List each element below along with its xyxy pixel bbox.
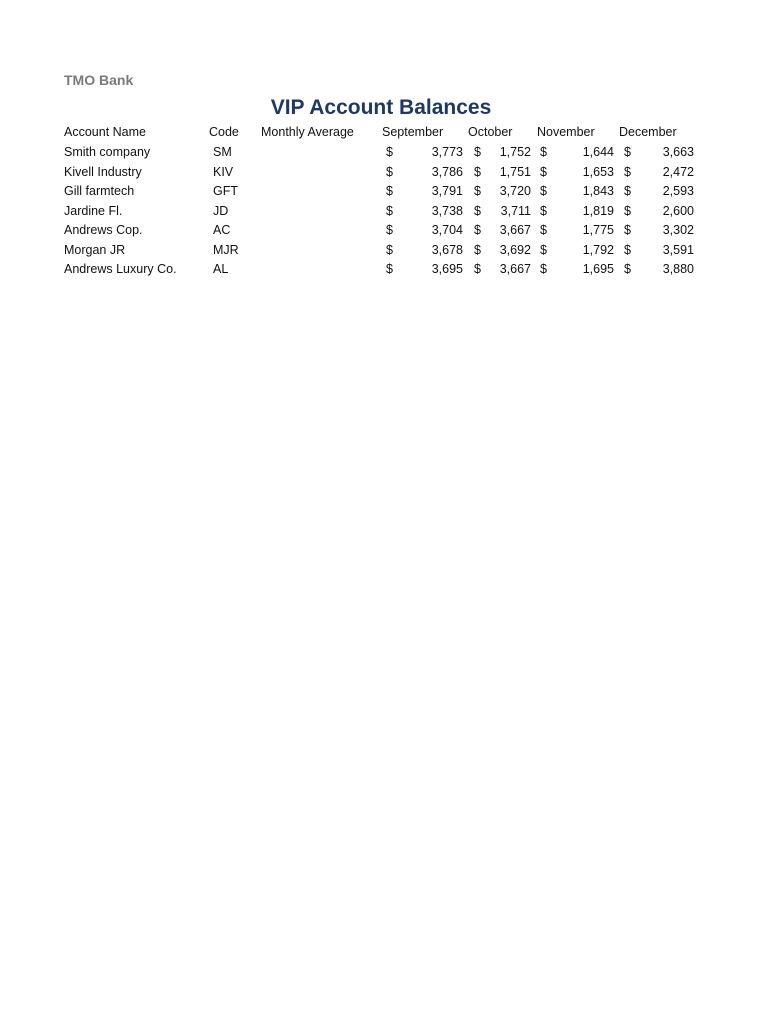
column-header-october: October <box>468 125 513 139</box>
cell-currency-november: $ <box>540 184 547 198</box>
cell-september: 3,695 <box>431 262 463 276</box>
cell-november: 1,695 <box>582 262 614 276</box>
cell-monthly-average <box>261 260 371 279</box>
cell-account-name: Andrews Cop. <box>64 223 143 237</box>
cell-october: 3,711 <box>500 203 531 218</box>
cell-code: AL <box>213 262 229 276</box>
cell-december: 3,591 <box>662 242 694 257</box>
cell-code: KIV <box>213 164 234 179</box>
cell-currency-september: $ <box>386 223 393 237</box>
cell-monthly-average <box>261 182 371 201</box>
cell-currency-september: $ <box>386 164 393 179</box>
cell-currency-october: $ <box>474 184 481 198</box>
cell-monthly-average <box>261 241 371 260</box>
cell-currency-december: $ <box>624 145 631 159</box>
cell-currency-november: $ <box>540 164 547 179</box>
cell-monthly-average <box>261 143 371 162</box>
cell-october: 1,752 <box>499 145 531 159</box>
cell-code: JD <box>213 203 229 218</box>
column-header-november: November <box>537 125 595 139</box>
cell-currency-september: $ <box>386 184 393 198</box>
cell-december: 2,600 <box>662 203 694 218</box>
column-header-code: Code <box>209 125 239 139</box>
cell-currency-december: $ <box>624 184 631 198</box>
column-header-account-name: Account Name <box>64 125 146 139</box>
cell-currency-december: $ <box>624 223 631 237</box>
cell-account-name: Morgan JR <box>64 242 126 257</box>
cell-currency-october: $ <box>474 164 481 179</box>
cell-november: 1,775 <box>582 223 614 237</box>
cell-currency-december: $ <box>624 203 631 218</box>
cell-currency-november: $ <box>540 223 547 237</box>
cell-currency-october: $ <box>474 242 481 257</box>
cell-currency-september: $ <box>386 262 393 276</box>
cell-october: 3,720 <box>499 184 531 198</box>
cell-december: 2,472 <box>662 164 694 179</box>
cell-september: 3,678 <box>431 242 463 257</box>
cell-december: 2,593 <box>662 184 694 198</box>
cell-september: 3,704 <box>431 223 463 237</box>
cell-account-name: Smith company <box>64 145 151 159</box>
cell-currency-october: $ <box>474 145 481 159</box>
column-header-monthly-average: Monthly Average <box>261 125 354 139</box>
cell-october: 3,667 <box>499 262 531 276</box>
cell-november: 1,792 <box>582 242 614 257</box>
cell-september: 3,738 <box>431 203 463 218</box>
cell-currency-october: $ <box>474 262 481 276</box>
cell-code: GFT <box>213 184 238 198</box>
cell-september: 3,773 <box>431 145 463 159</box>
report-title: VIP Account Balances <box>270 96 492 119</box>
cell-monthly-average <box>261 202 371 221</box>
cell-currency-november: $ <box>540 242 547 257</box>
cell-monthly-average <box>261 163 371 182</box>
cell-november: 1,653 <box>582 164 614 179</box>
cell-currency-october: $ <box>474 223 481 237</box>
cell-december: 3,302 <box>662 223 694 237</box>
cell-september: 3,791 <box>431 184 463 198</box>
cell-currency-december: $ <box>624 164 631 179</box>
cell-account-name: Kivell Industry <box>64 164 142 179</box>
cell-september: 3,786 <box>431 164 463 179</box>
cell-currency-october: $ <box>474 203 481 218</box>
cell-currency-september: $ <box>386 145 393 159</box>
cell-account-name: Jardine Fl. <box>64 203 123 218</box>
cell-october: 1,751 <box>499 164 531 179</box>
column-header-december: December <box>619 125 677 139</box>
cell-currency-november: $ <box>540 145 547 159</box>
cell-december: 3,663 <box>662 145 694 159</box>
cell-code: SM <box>213 145 232 159</box>
cell-october: 3,692 <box>499 242 531 257</box>
cell-currency-september: $ <box>386 203 393 218</box>
cell-november: 1,644 <box>582 145 614 159</box>
cell-code: AC <box>213 223 231 237</box>
cell-october: 3,667 <box>499 223 531 237</box>
cell-currency-september: $ <box>386 242 393 257</box>
bank-name: TMO Bank <box>64 72 134 88</box>
cell-currency-december: $ <box>624 262 631 276</box>
cell-monthly-average <box>261 221 371 240</box>
cell-account-name: Andrews Luxury Co. <box>64 262 177 276</box>
cell-code: MJR <box>213 242 239 257</box>
cell-december: 3,880 <box>662 262 694 276</box>
cell-november: 1,843 <box>582 184 614 198</box>
column-header-september: September <box>382 125 444 139</box>
cell-account-name: Gill farmtech <box>64 184 135 198</box>
cell-currency-december: $ <box>624 242 631 257</box>
cell-currency-november: $ <box>540 203 547 218</box>
cell-november: 1,819 <box>582 203 614 218</box>
cell-currency-november: $ <box>540 262 547 276</box>
